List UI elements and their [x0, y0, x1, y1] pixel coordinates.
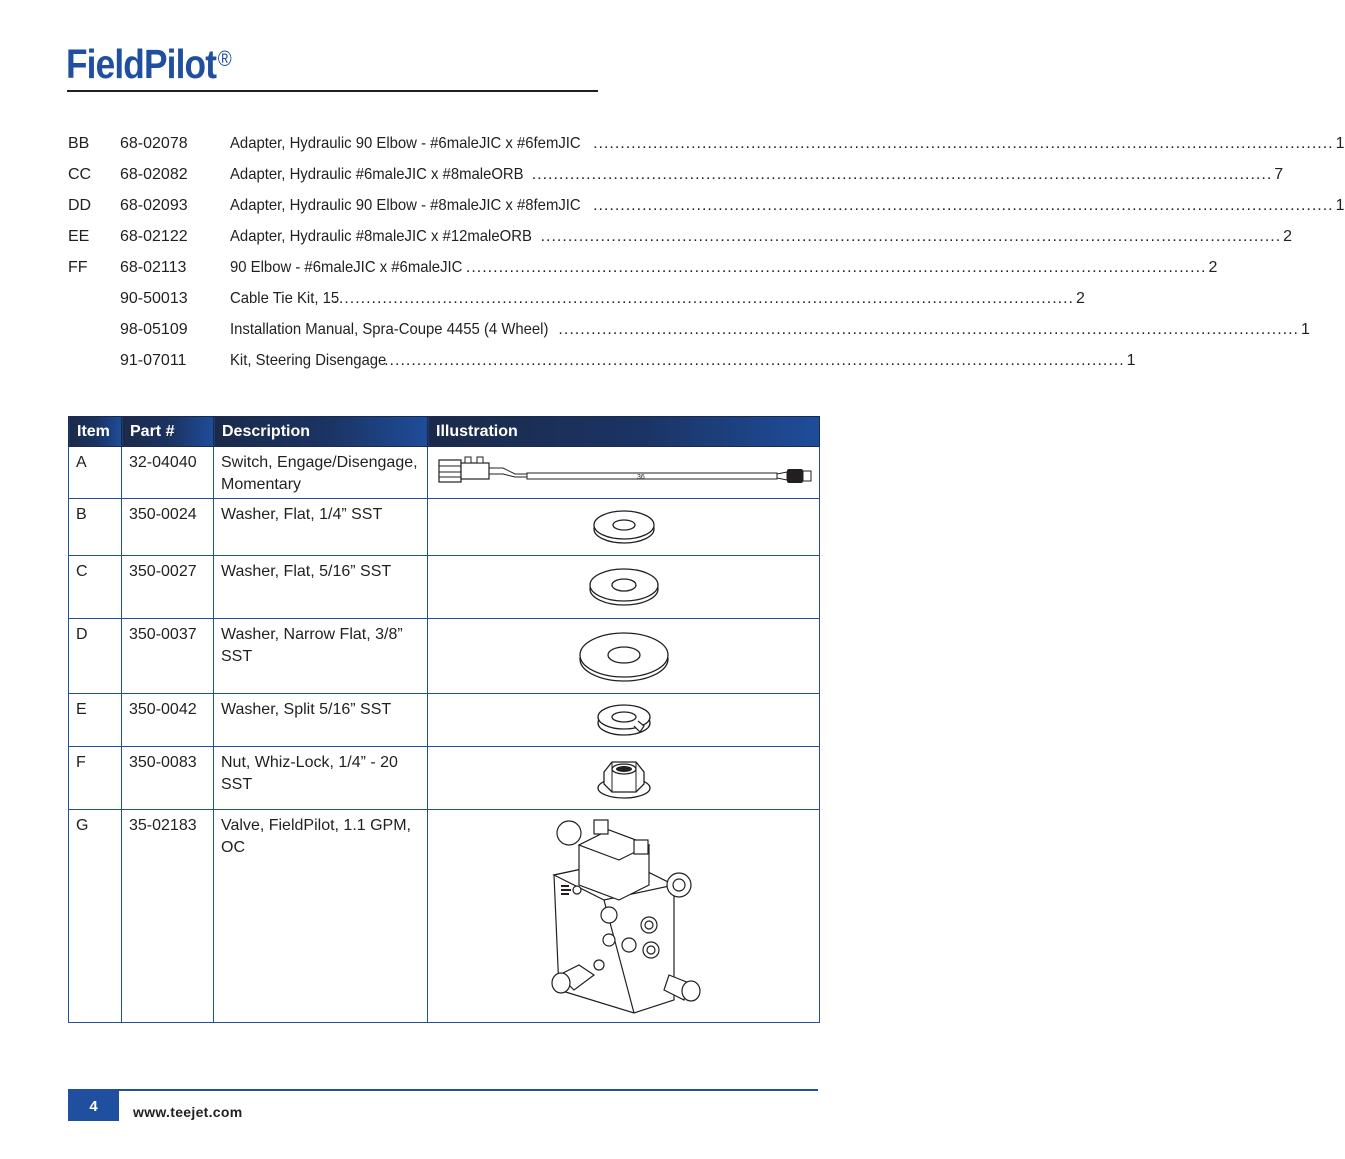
- part-quantity: 2: [1283, 228, 1293, 245]
- table-row: [69, 810, 820, 1023]
- dot-leader: ........................................................................................................................................: [593, 135, 1334, 152]
- description-cell: Switch, Engage/Disengage, Momentary: [214, 447, 428, 499]
- table-row: [69, 556, 820, 619]
- part-description: Adapter, Hydraulic #6maleJIC x #8maleORB: [230, 166, 524, 183]
- description-cell: Nut, Whiz-Lock, 1/4” - 20 SST: [214, 747, 428, 810]
- description-cell: Washer, Split 5/16” SST: [214, 694, 428, 747]
- description-cell: Valve, FieldPilot, 1.1 GPM, OC: [214, 810, 428, 1023]
- parts-table: [68, 416, 820, 1023]
- dot-leader: ........................................................................................................................................: [465, 259, 1207, 276]
- col-header-part: Part #: [122, 417, 214, 447]
- registered-mark: ®: [217, 46, 231, 71]
- description-cell: Washer, Flat, 1/4” SST: [214, 499, 428, 556]
- list-item: [68, 287, 1085, 318]
- part-description: Adapter, Hydraulic 90 Elbow - #8maleJIC x #8femJIC: [230, 197, 581, 214]
- item-cell: F: [69, 747, 122, 810]
- item-cell: B: [69, 499, 122, 556]
- list-item: [68, 318, 1310, 349]
- illustration-cell: [428, 694, 820, 747]
- item-cell: E: [69, 694, 122, 747]
- item-letter: FF: [68, 259, 88, 276]
- col-header-illustration: Illustration: [428, 417, 820, 447]
- col-header-description: Description: [214, 417, 428, 447]
- whiz-lock-nut-icon: [594, 752, 654, 802]
- part-number: 91-07011: [120, 352, 187, 369]
- parts-list: [68, 132, 1345, 380]
- part-number: 68-02082: [120, 166, 188, 183]
- table-header-row: [69, 417, 820, 447]
- dot-leader: ........................................................................................................................................: [540, 228, 1282, 245]
- part-quantity: 1: [1126, 352, 1136, 369]
- list-item: [68, 225, 1293, 256]
- hydraulic-valve-icon: [539, 815, 709, 1015]
- item-cell: D: [69, 619, 122, 694]
- table-row: [69, 747, 820, 810]
- table-row: [69, 619, 820, 694]
- footer-rule: [68, 1089, 818, 1091]
- page-number: 4: [68, 1091, 119, 1121]
- part-number: 98-05109: [120, 321, 188, 338]
- part-description: Kit, Steering Disengage: [230, 352, 387, 369]
- illustration-cell: [428, 747, 820, 810]
- footer-url: www.teejet.com: [133, 1104, 243, 1120]
- list-item: [68, 256, 1218, 287]
- brand-name: FieldPilot: [66, 41, 217, 87]
- illustration-cell: [428, 619, 820, 694]
- flat-washer-icon: [576, 624, 672, 686]
- dot-leader: ........................................................................................................................................: [558, 321, 1299, 338]
- dot-leader: ........................................................................................................................................: [593, 197, 1334, 214]
- part-number: 68-02078: [120, 135, 188, 152]
- list-item: [68, 349, 1136, 380]
- part-quantity: 2: [1075, 290, 1085, 307]
- part-description: Cable Tie Kit, 15: [230, 290, 340, 307]
- item-cell: G: [69, 810, 122, 1023]
- part-quantity: 2: [1208, 259, 1218, 276]
- svg-text:36: 36: [637, 474, 645, 481]
- brand-logo: [66, 41, 231, 87]
- flat-washer-icon: [584, 561, 664, 611]
- part-cell: 350-0024: [122, 499, 214, 556]
- switch-cable-icon: [435, 452, 820, 488]
- part-number: 68-02093: [120, 197, 188, 214]
- part-cell: 35-02183: [122, 810, 214, 1023]
- part-description: Adapter, Hydraulic 90 Elbow - #6maleJIC x #6femJIC: [230, 135, 581, 152]
- dot-leader: ........................................................................................................................................: [333, 290, 1074, 307]
- part-number: 90-50013: [120, 290, 188, 307]
- illustration-cell: [428, 810, 820, 1023]
- part-quantity: 7: [1274, 166, 1284, 183]
- table-row: [69, 499, 820, 556]
- item-letter: EE: [68, 228, 90, 245]
- description-cell: Washer, Narrow Flat, 3/8” SST: [214, 619, 428, 694]
- illustration-cell: [428, 499, 820, 556]
- description-cell: Washer, Flat, 5/16” SST: [214, 556, 428, 619]
- list-item: [68, 194, 1345, 225]
- table-row: [69, 694, 820, 747]
- illustration-cell: [428, 556, 820, 619]
- part-quantity: 1: [1335, 197, 1345, 214]
- header-rule: [67, 90, 598, 92]
- item-letter: DD: [68, 197, 92, 214]
- part-cell: 350-0042: [122, 694, 214, 747]
- item-letter: CC: [68, 166, 92, 183]
- part-number: 68-02113: [120, 259, 187, 276]
- split-washer-icon: [594, 699, 654, 739]
- col-header-item: Item: [69, 417, 122, 447]
- dot-leader: ........................................................................................................................................: [531, 166, 1273, 183]
- table-row: [69, 447, 820, 499]
- flat-washer-icon: [589, 504, 659, 548]
- part-cell: 32-04040: [122, 447, 214, 499]
- part-description: Installation Manual, Spra-Coupe 4455 (4 Wheel): [230, 321, 549, 338]
- part-quantity: 1: [1300, 321, 1310, 338]
- part-number: 68-02122: [120, 228, 188, 245]
- item-cell: C: [69, 556, 122, 619]
- part-cell: 350-0027: [122, 556, 214, 619]
- part-quantity: 1: [1335, 135, 1345, 152]
- part-description: 90 Elbow - #6maleJIC x #6maleJIC: [230, 259, 463, 276]
- dot-leader: ........................................................................................................................................: [384, 352, 1125, 369]
- part-cell: 350-0037: [122, 619, 214, 694]
- illustration-cell: [428, 447, 820, 499]
- item-letter: BB: [68, 135, 90, 152]
- list-item: [68, 132, 1345, 163]
- part-description: Adapter, Hydraulic #8maleJIC x #12maleORB: [230, 228, 532, 245]
- item-cell: A: [69, 447, 122, 499]
- part-cell: 350-0083: [122, 747, 214, 810]
- list-item: [68, 163, 1284, 194]
